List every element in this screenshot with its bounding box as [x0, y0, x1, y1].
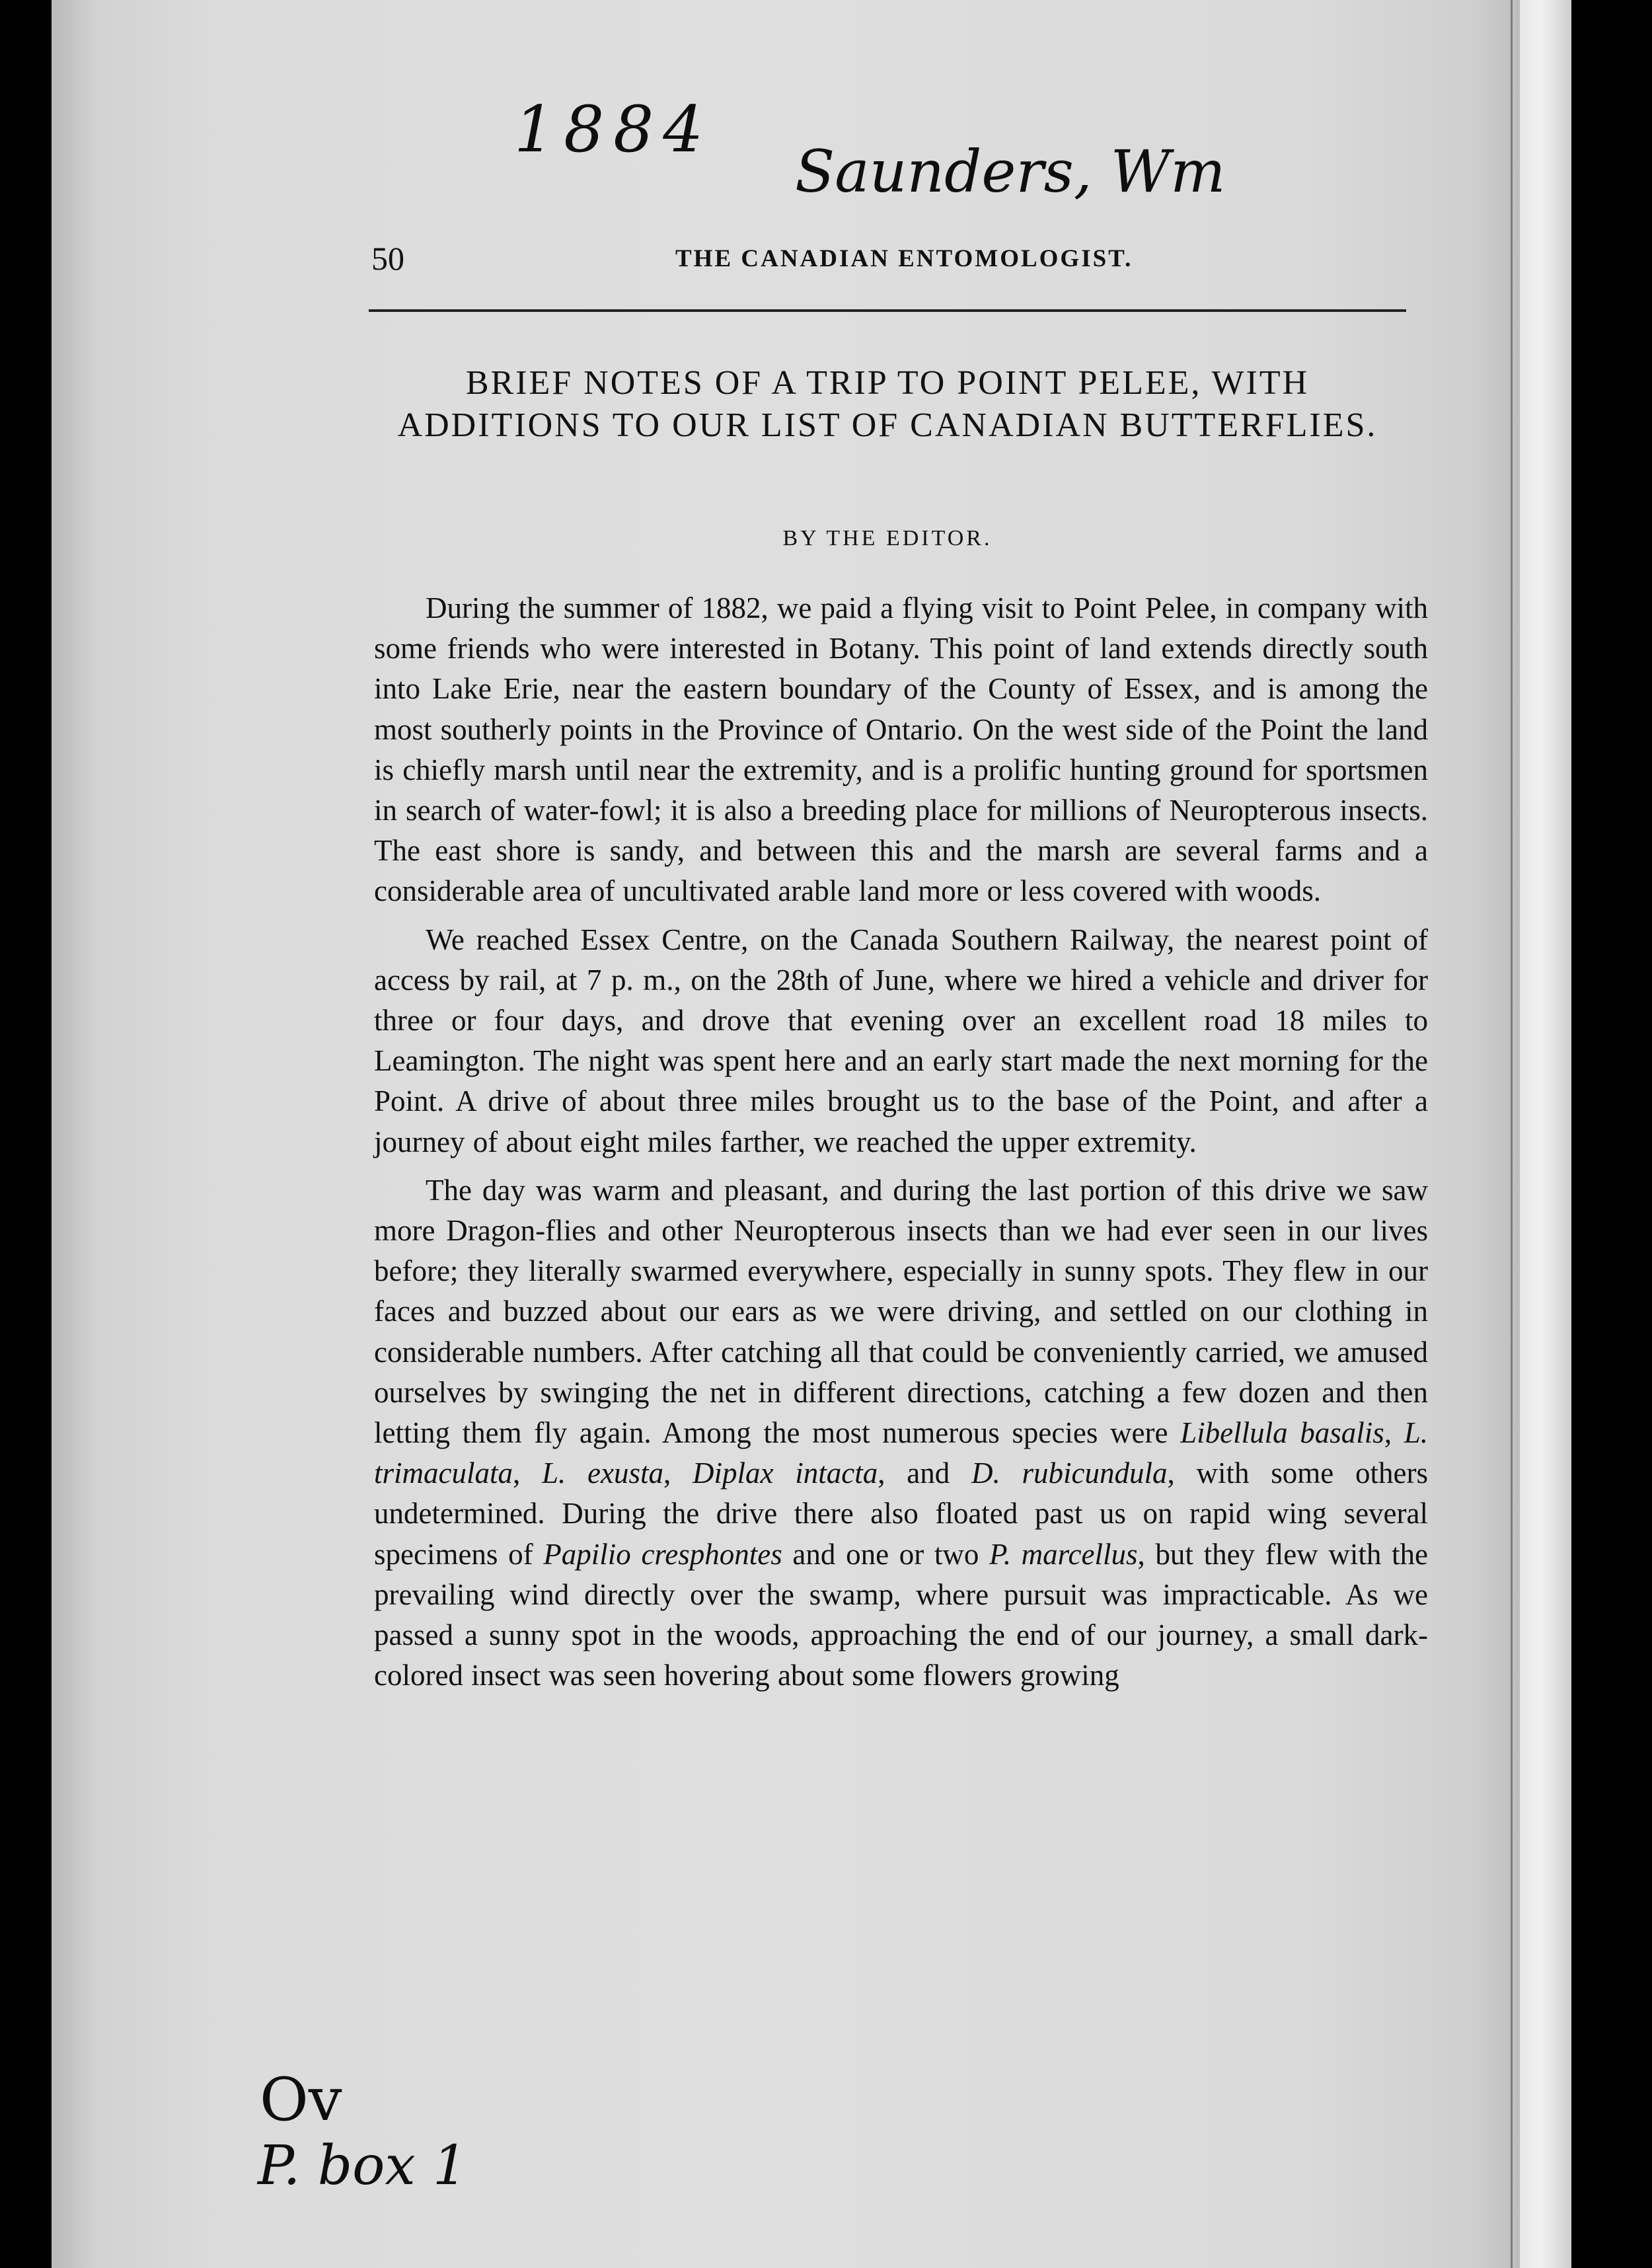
punctuation: , and	[878, 1456, 950, 1490]
handwritten-box-number: P. box 1	[258, 2135, 468, 2197]
running-head	[371, 239, 1402, 279]
article-body	[374, 588, 1428, 1704]
paragraph-1: During the summer of 1882, we paid a flying visit to Point Pelee, in company with some friends who were interested in Botany. This point of land extends directly south into Lake Erie, near the eastern boundary of the County of Essex, and is among the most southerly points in the Province of Ontario. On the west side of the Point the land is chiefly marsh until near the extremity, and is a prolific hunting ground for sportsmen in search of water-fowl; it is also a breeding place for millions of Neuropterous insects. The east shore is sandy, and between this and the marsh are several farms and a considerable area of uncultivated arable land more or less covered with woods.	[374, 591, 1428, 908]
page-sheet	[52, 0, 1520, 2268]
paragraph-3	[374, 1170, 1428, 1696]
header-rule	[369, 309, 1406, 312]
species-name: Papilio cresphontes	[543, 1537, 782, 1571]
adjacent-page-edge	[1520, 0, 1571, 2268]
paragraph-3-text: , with some others undetermined. During the drive there also floated past us on rapid wing several specimens of	[374, 1456, 1428, 1571]
punctuation: ,	[513, 1456, 521, 1490]
species-name: D. rubicundula	[971, 1456, 1168, 1490]
species-name: Diplax intacta	[693, 1456, 878, 1490]
species-name: L. exusta	[542, 1456, 664, 1490]
handwritten-year: 1884	[514, 93, 713, 167]
species-name: Libellula basalis	[1180, 1416, 1384, 1450]
paragraph-3-text: and one or two	[792, 1537, 979, 1571]
journal-title: THE CANADIAN ENTOMOLOGIST.	[675, 245, 1133, 272]
handwritten-author: Saunders, Wm	[795, 137, 1226, 206]
page-number: 50	[371, 240, 404, 277]
paragraph-3-text: The day was warm and pleasant, and during the last portion of this drive we saw more Dragon-flies and other Neuropterous insects than we had ever seen in our lives before; they literally swarmed everywhere, especially in sunny spots. They flew in our faces and buzzed about our ears as we were driving, and settled on our clothing in considerable numbers. After catching all that could be conveniently carried, we amused ourselves by swinging the net in different directions, catching a few dozen and then letting them fly again. Among the most numerous species were	[374, 1173, 1428, 1450]
species-name: P. marcellus	[989, 1537, 1138, 1571]
punctuation: ,	[1384, 1416, 1392, 1450]
punctuation: ,	[663, 1456, 671, 1490]
species-name: L. trimaculata	[374, 1416, 1429, 1490]
page-edge	[1511, 0, 1513, 2268]
byline: BY THE EDITOR.	[782, 526, 993, 550]
article-title: BRIEF NOTES OF A TRIP TO POINT PELEE, WITH ADDITIONS TO OUR LIST OF CANADIAN BUTTERFLIES.	[397, 364, 1378, 444]
paragraph-2: We reached Essex Centre, on the Canada Southern Railway, the nearest point of access by rail, at 7 p. m., on the 28th of June, where we hired a vehicle and driver for three or four days, and drove that evening over an excellent road 18 miles to Leamington. The night was spent here and an early start made the next morning for the Point. A drive of about three miles brought us to the base of the Point, and after a journey of about eight miles farther, we reached the upper extremity.	[374, 923, 1428, 1158]
handwritten-shelf-mark: Ov	[260, 2065, 342, 2135]
paragraph-3-text: , but they flew with the prevailing wind directly over the swamp, where pursuit was impracticable. As we passed a sunny spot in the woods, approaching the end of our journey, a small dark-colored insect was seen hovering about some flowers growing	[374, 1537, 1428, 1692]
